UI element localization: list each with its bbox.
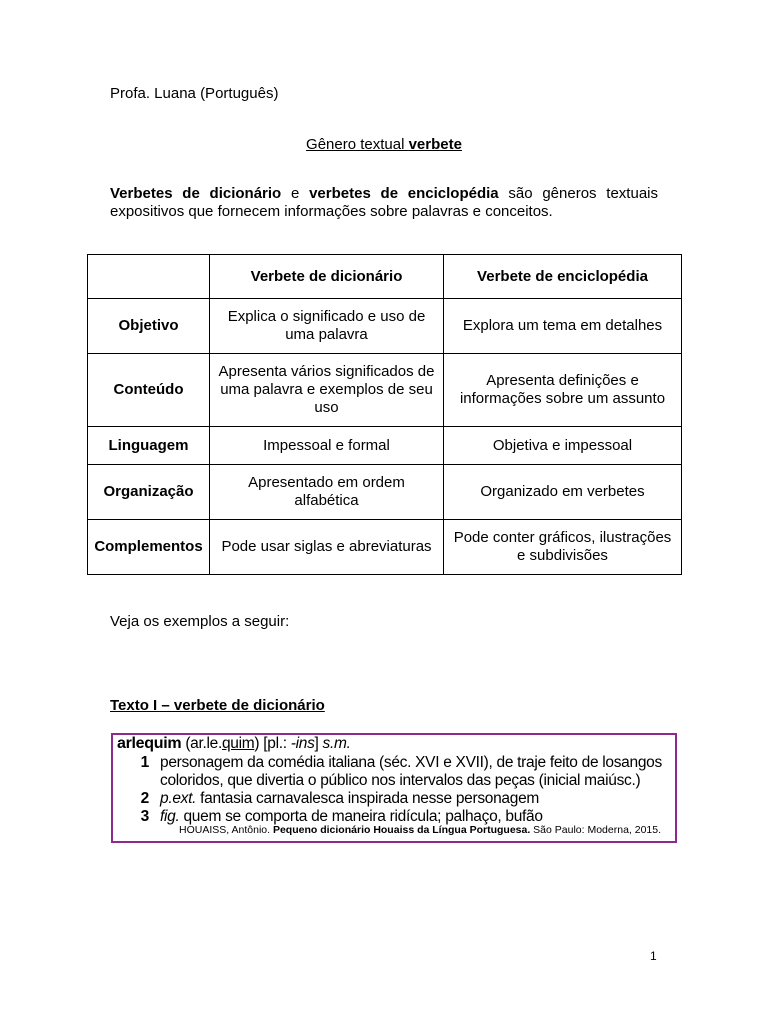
cell-encyclopedia: Explora um tema em detalhes <box>444 299 682 354</box>
cell-encyclopedia: Apresenta definições e informações sobre um assunto <box>444 354 682 427</box>
cell-dictionary: Apresenta vários significados de uma palavra e exemplos de seu uso <box>210 354 444 427</box>
table-row-conteudo <box>88 354 682 427</box>
document-title <box>0 136 768 153</box>
examples-intro: Veja os exemplos a seguir: <box>110 613 290 630</box>
row-label: Complementos <box>88 520 210 575</box>
table-row-linguagem <box>88 427 682 465</box>
row-label: Conteúdo <box>88 354 210 427</box>
sense-body: fantasia carnavalesca inspirada nesse personagem <box>196 790 540 807</box>
table-row-objetivo <box>88 299 682 354</box>
sense-number: 2 <box>140 790 149 807</box>
citation-author: HOUAISS, Antônio. <box>179 824 273 836</box>
cell-dictionary: Pode usar siglas e abreviaturas <box>210 520 444 575</box>
cell-dictionary: Explica o significado e uso de uma palavra <box>210 299 444 354</box>
citation-work: Pequeno dicionário Houaiss da Língua Portuguesa. <box>272 824 531 836</box>
citation-publisher: São Paulo: Moderna, 2015. <box>530 824 662 836</box>
table-row-complementos <box>88 520 682 575</box>
bracket-close: ] <box>314 735 323 752</box>
page-number: 1 <box>650 949 657 963</box>
row-label: Objetivo <box>88 299 210 354</box>
comparison-table <box>87 254 682 575</box>
intro-term-encyclopedia: verbetes de enciclopédia <box>309 185 499 202</box>
entry-headword: arlequim <box>117 735 182 752</box>
cell-dictionary: Impessoal e formal <box>210 427 444 465</box>
entry-part-of-speech: s.m. <box>322 735 351 752</box>
sense-text: personagem da comédia italiana (séc. XVI e XVII), de traje feito de losangos coloridos, que divertia o público nos intervalos das peças (inicial maiúsc.) <box>160 754 662 789</box>
sense-label: p.ext. <box>160 790 197 807</box>
sense-text <box>160 790 670 808</box>
title-prefix: Gênero textual <box>306 136 409 153</box>
sense-label: fig. <box>160 808 180 825</box>
table-header-empty <box>88 255 210 299</box>
pron-stressed: quim <box>221 735 255 752</box>
title-bold-word: verbete <box>408 136 462 153</box>
intro-paragraph <box>110 185 658 221</box>
entry-citation <box>179 824 661 836</box>
row-label: Linguagem <box>88 427 210 465</box>
cell-encyclopedia: Objetiva e impessoal <box>444 427 682 465</box>
cell-encyclopedia: Organizado em verbetes <box>444 465 682 520</box>
entry-headline <box>117 735 351 753</box>
table-header-encyclopedia: Verbete de enciclopédia <box>444 255 682 299</box>
pron-close: ) [pl.: <box>254 735 291 752</box>
entry-pronunciation <box>185 735 350 752</box>
cell-dictionary: Apresentado em ordem alfabética <box>210 465 444 520</box>
sense-number: 3 <box>140 808 149 825</box>
entry-plural: -ins <box>290 735 315 752</box>
cell-encyclopedia: Pode conter gráficos, ilustrações e subdivisões <box>444 520 682 575</box>
author-header: Profa. Luana (Português) <box>110 85 279 102</box>
dictionary-entry-box <box>111 733 677 843</box>
sense-body: quem se comporta de maneira ridícula; palhaço, bufão <box>179 808 543 825</box>
intro-rest: são gêneros textuais expositivos que fornecem informações sobre palavras e conceitos. <box>110 185 658 220</box>
sense-number: 1 <box>140 754 149 771</box>
intro-term-dictionary: Verbetes de dicionário <box>110 185 282 202</box>
table-header-row <box>88 255 682 299</box>
table-header-dictionary: Verbete de dicionário <box>210 255 444 299</box>
table-row-organizacao <box>88 465 682 520</box>
row-label: Organização <box>88 465 210 520</box>
intro-conjunction: e <box>281 185 310 202</box>
texto-1-title: Texto I – verbete de dicionário <box>110 697 325 714</box>
pron-open: (ar.le. <box>185 735 222 752</box>
